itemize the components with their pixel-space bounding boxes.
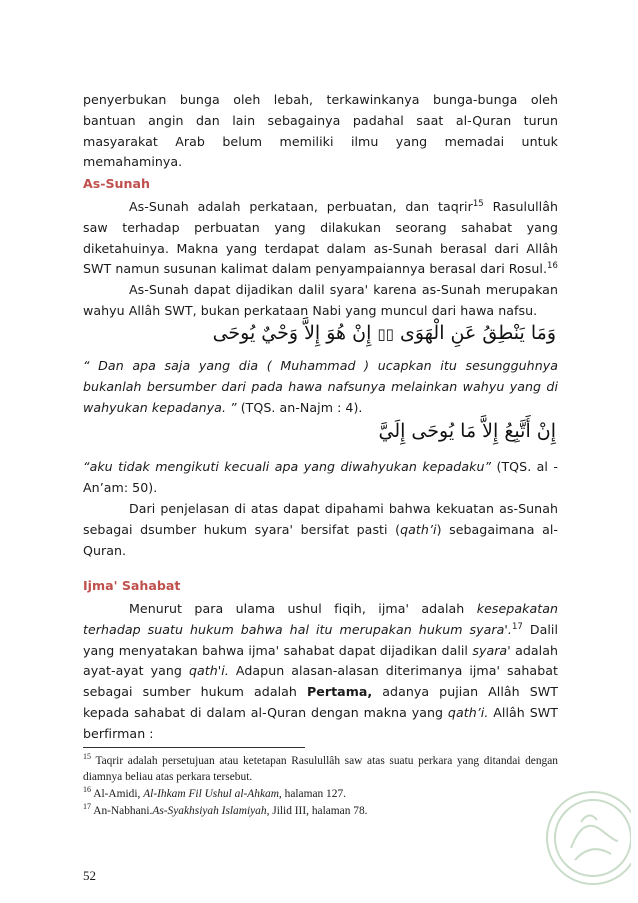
footnote-ref-17: 17 bbox=[511, 621, 523, 632]
ijma-definition: kesepakatan terhadap suatu hukum bahwa hal itu merupakan hukum syara'. bbox=[83, 601, 558, 637]
footnote-separator bbox=[83, 747, 305, 748]
footnote-17-title: As-Syakhsiyah Islamiyah, bbox=[152, 805, 270, 817]
footnote-17-author: An-Nabhani. bbox=[93, 805, 153, 817]
ijma-syara: syara' bbox=[472, 642, 511, 658]
heading-as-sunah: As-Sunah bbox=[83, 176, 150, 191]
university-seal-watermark bbox=[531, 770, 631, 890]
ijma-qathi-2: qath’i. bbox=[447, 704, 489, 720]
footnote-15 bbox=[83, 753, 558, 786]
arabic-verse-al-anam: إِنْ أَتَّبِعُ إِلاَّ مَا يُوحَى إِلَيَّ bbox=[378, 420, 556, 442]
conclusion-part2: ) sebagaimana al-Quran. bbox=[83, 521, 559, 558]
footnote-17-page: Jilid III, halaman 78. bbox=[269, 805, 368, 817]
seal-calligraphy-1 bbox=[571, 826, 617, 848]
translation-al-anam bbox=[83, 457, 558, 499]
footnote-16-page: halaman 127. bbox=[281, 788, 346, 800]
seal-inner-ring bbox=[555, 800, 631, 876]
as-sunah-definition-part1: As-Sunah adalah perkataan, perbuatan, dan taqrir bbox=[129, 199, 473, 214]
heading-ijma-sahabat: Ijma' Sahabat bbox=[83, 578, 181, 593]
ijma-part1: Menurut para ulama ushul fiqih, ijma' adalah bbox=[129, 601, 477, 616]
verse-an-najm-part2: إِنْ هُوَ إِلاَّ وَحْيٌ يُوحَى bbox=[212, 322, 372, 344]
translation-an-najm-text: “ Dan apa saja yang dia ( Muhammad ) ucapkan itu sesungguhnya bukanlah bersumber dari pada hawa nafsunya melainkan wahyu yang di wahyukan kepadanya. ” bbox=[83, 358, 558, 415]
as-sunah-definition-part2: Rasulullâh saw terhadap perbuatan yang dilakukan seorang sahabat yang diketahuinya. Makna yang terdapat dalam as-Sunah berasal dari Allâh SWT namun susunan kalimat dalam penyampaiannya berasal dari Rosul. bbox=[83, 199, 559, 277]
conclusion-qathi: qath’i bbox=[400, 521, 437, 537]
ijma-part3: adalah ayat-ayat yang bbox=[83, 642, 558, 679]
ijma-part5: adanya pujian Allâh SWT kepada sahabat di dalam al-Quran dengan makna yang bbox=[83, 684, 559, 720]
seal-calligraphy-2 bbox=[575, 849, 611, 860]
verse-an-najm-part1: وَمَا يَنْطِقُ عَنِ الْهَوَى bbox=[399, 322, 556, 344]
footnote-16-number: 16 bbox=[83, 785, 91, 795]
ijma-part4: Adapun alasan-alasan diterimanya ijma' sahabat sebagai sumber hukum adalah bbox=[83, 663, 558, 700]
ijma-part6: Allâh SWT berfirman : bbox=[83, 704, 558, 741]
translation-an-najm-ref: (TQS. an-Najm : 4). bbox=[236, 399, 363, 415]
translation-al-anam-ref: (TQS. al -An’am: 50). bbox=[83, 459, 558, 495]
footnote-16-title: Al-Ihkam Fil Ushul al-Ahkam, bbox=[143, 788, 282, 800]
ijma-qathi: qath'i. bbox=[188, 663, 229, 679]
footnote-17 bbox=[83, 803, 558, 819]
footnote-16 bbox=[83, 786, 558, 802]
footnote-ref-15: 15 bbox=[472, 198, 484, 209]
arabic-verse-an-najm bbox=[213, 322, 556, 344]
paragraph-as-sunah-dalil bbox=[83, 280, 558, 322]
verse-end-marker: ▯▯ bbox=[377, 325, 394, 343]
footnote-17-number: 17 bbox=[83, 802, 91, 812]
paragraph-conclusion bbox=[83, 499, 558, 561]
footnote-16-author: Al-Amidi, bbox=[93, 788, 144, 800]
ijma-part2: Dalil yang menyatakan bahwa ijma' sahabat dapat dijadikan dalil bbox=[83, 621, 558, 658]
seal-outer-ring bbox=[547, 792, 631, 884]
seal-rings bbox=[547, 792, 631, 884]
paragraph-intro-text: penyerbukan bunga oleh lebah, terkawinkanya bunga-bunga oleh bantuan angin dan lain sebagainya padahal saat al-Quran turun masyarakat Arab belum memiliki ilmu yang memadai untuk memahaminya. bbox=[83, 92, 558, 170]
translation-al-anam-text: “aku tidak mengikuti kecuali apa yang diwahyukan kepadaku” bbox=[83, 459, 492, 474]
paragraph-ijma bbox=[83, 599, 558, 745]
seal-calligraphy-3 bbox=[581, 815, 597, 822]
footnote-15-number: 15 bbox=[83, 752, 91, 762]
translation-an-najm bbox=[83, 356, 558, 418]
page-number: 52 bbox=[83, 868, 96, 883]
as-sunah-dalil-text: As-Sunah dapat dijadikan dalil syara' karena as-Sunah merupakan wahyu Allâh SWT, bukan perkataan Nabi yang muncul dari hawa nafsu. bbox=[83, 282, 558, 318]
footnote-ref-16: 16 bbox=[547, 261, 558, 272]
footnote-15-text: Taqrir adalah persetujuan atau ketetapan Rasulullâh saw atas suatu perkara yang ditandai dengan diamnya beliau atas perkara tersebut. bbox=[83, 755, 558, 784]
paragraph-intro bbox=[83, 90, 558, 173]
conclusion-part1: Dari penjelasan di atas dapat dipahami bahwa kekuatan as-Sunah sebagai dsumber hukum syara' bersifat pasti ( bbox=[83, 501, 558, 537]
ijma-pertama: Pertama, bbox=[306, 684, 373, 700]
paragraph-as-sunah-definition bbox=[83, 197, 558, 280]
